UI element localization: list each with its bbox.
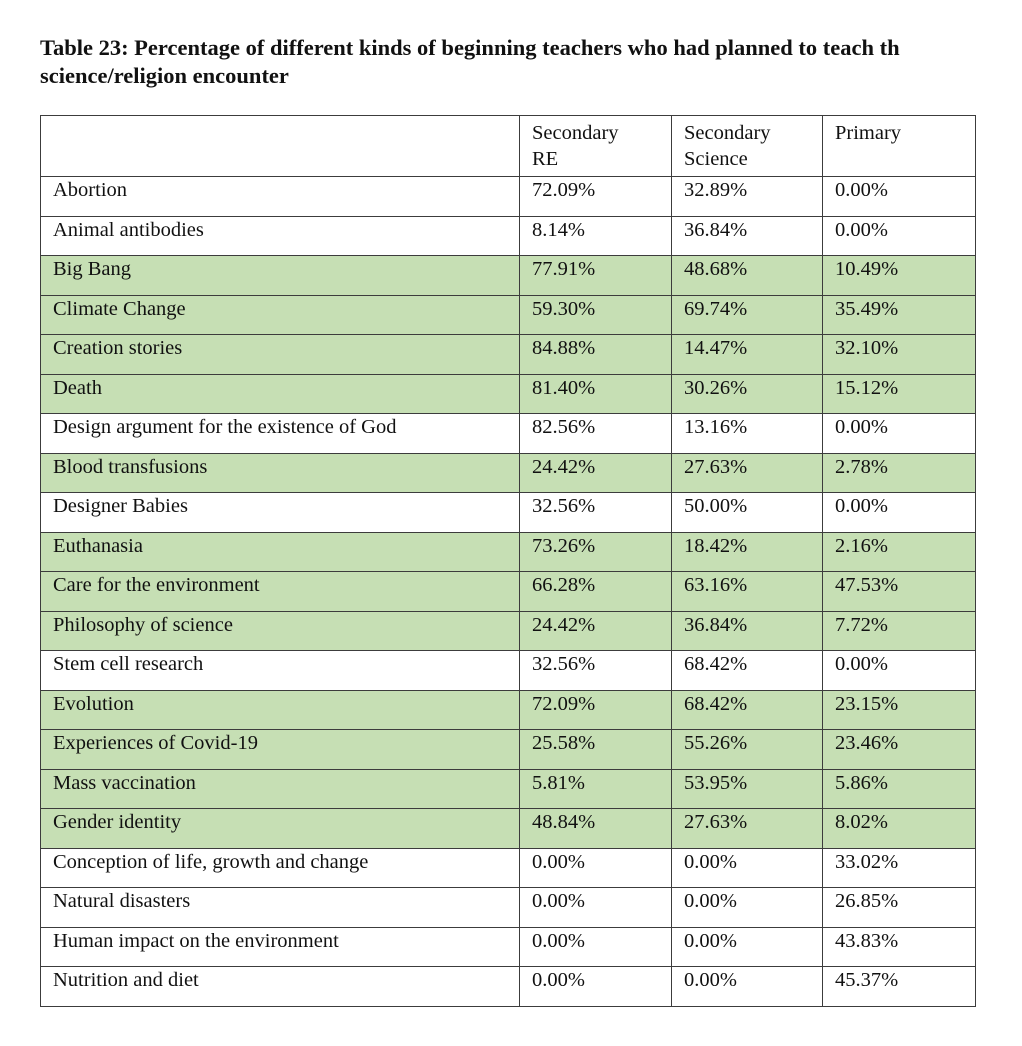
row-primary-cell: 26.85% xyxy=(823,888,976,928)
row-topic-cell: Human impact on the environment xyxy=(41,927,520,967)
row-topic-cell: Death xyxy=(41,374,520,414)
table-body xyxy=(41,177,976,1007)
row-primary-cell: 45.37% xyxy=(823,967,976,1007)
row-secondary-re-cell: 82.56% xyxy=(520,414,672,454)
table-row xyxy=(41,256,976,296)
row-secondary-science-cell: 0.00% xyxy=(672,927,823,967)
header-re-line-2: RE xyxy=(532,148,559,170)
row-topic-cell: Climate Change xyxy=(41,295,520,335)
row-secondary-re-cell: 73.26% xyxy=(520,532,672,572)
row-secondary-re-cell: 81.40% xyxy=(520,374,672,414)
row-topic-cell: Gender identity xyxy=(41,809,520,849)
row-secondary-science-cell: 27.63% xyxy=(672,809,823,849)
row-secondary-science-cell: 55.26% xyxy=(672,730,823,770)
header-re-line-1: Secondary xyxy=(532,122,619,144)
header-topic xyxy=(41,116,520,177)
row-topic-cell: Evolution xyxy=(41,690,520,730)
table-row xyxy=(41,177,976,217)
row-secondary-re-cell: 8.14% xyxy=(520,216,672,256)
header-secondary-re xyxy=(520,116,672,177)
table-row xyxy=(41,651,976,691)
row-primary-cell: 23.15% xyxy=(823,690,976,730)
row-topic-cell: Natural disasters xyxy=(41,888,520,928)
row-topic-cell: Designer Babies xyxy=(41,493,520,533)
row-secondary-re-cell: 48.84% xyxy=(520,809,672,849)
row-topic-cell: Stem cell research xyxy=(41,651,520,691)
table-row xyxy=(41,216,976,256)
table-row xyxy=(41,572,976,612)
table-row xyxy=(41,809,976,849)
row-topic-cell: Blood transfusions xyxy=(41,453,520,493)
row-primary-cell: 7.72% xyxy=(823,611,976,651)
row-secondary-science-cell: 53.95% xyxy=(672,769,823,809)
row-secondary-re-cell: 0.00% xyxy=(520,927,672,967)
row-topic-cell: Big Bang xyxy=(41,256,520,296)
row-secondary-re-cell: 24.42% xyxy=(520,611,672,651)
row-secondary-science-cell: 32.89% xyxy=(672,177,823,217)
table-row xyxy=(41,414,976,454)
table-row xyxy=(41,374,976,414)
row-secondary-re-cell: 0.00% xyxy=(520,888,672,928)
table-header xyxy=(41,116,976,177)
row-secondary-science-cell: 0.00% xyxy=(672,888,823,928)
row-secondary-re-cell: 72.09% xyxy=(520,177,672,217)
row-primary-cell: 0.00% xyxy=(823,493,976,533)
row-secondary-science-cell: 48.68% xyxy=(672,256,823,296)
table-row xyxy=(41,927,976,967)
header-pri-line-1: Primary xyxy=(835,122,902,144)
row-secondary-re-cell: 24.42% xyxy=(520,453,672,493)
row-primary-cell: 10.49% xyxy=(823,256,976,296)
row-secondary-science-cell: 36.84% xyxy=(672,611,823,651)
caption-line-1: Table 23: Percentage of different kinds of beginning teachers who had planned to teach th xyxy=(40,35,900,60)
row-primary-cell: 0.00% xyxy=(823,177,976,217)
row-primary-cell: 47.53% xyxy=(823,572,976,612)
row-secondary-science-cell: 68.42% xyxy=(672,690,823,730)
header-secondary-science xyxy=(672,116,823,177)
row-secondary-re-cell: 77.91% xyxy=(520,256,672,296)
row-primary-cell: 15.12% xyxy=(823,374,976,414)
caption-line-2: science/religion encounter xyxy=(40,63,289,88)
table-row xyxy=(41,453,976,493)
row-primary-cell: 32.10% xyxy=(823,335,976,375)
row-secondary-science-cell: 0.00% xyxy=(672,967,823,1007)
row-secondary-science-cell: 13.16% xyxy=(672,414,823,454)
header-sci-line-1: Secondary xyxy=(684,122,771,144)
table-row xyxy=(41,730,976,770)
row-secondary-science-cell: 69.74% xyxy=(672,295,823,335)
row-primary-cell: 33.02% xyxy=(823,848,976,888)
row-secondary-re-cell: 72.09% xyxy=(520,690,672,730)
row-topic-cell: Creation stories xyxy=(41,335,520,375)
table-caption xyxy=(40,34,1022,90)
table-row xyxy=(41,967,976,1007)
row-primary-cell: 0.00% xyxy=(823,651,976,691)
row-primary-cell: 23.46% xyxy=(823,730,976,770)
row-topic-cell: Mass vaccination xyxy=(41,769,520,809)
row-primary-cell: 8.02% xyxy=(823,809,976,849)
row-primary-cell: 2.78% xyxy=(823,453,976,493)
row-secondary-re-cell: 32.56% xyxy=(520,493,672,533)
header-row xyxy=(41,116,976,177)
row-secondary-science-cell: 68.42% xyxy=(672,651,823,691)
row-primary-cell: 35.49% xyxy=(823,295,976,335)
row-topic-cell: Design argument for the existence of God xyxy=(41,414,520,454)
row-secondary-re-cell: 32.56% xyxy=(520,651,672,691)
row-secondary-re-cell: 0.00% xyxy=(520,967,672,1007)
row-topic-cell: Nutrition and diet xyxy=(41,967,520,1007)
header-sci-line-2: Science xyxy=(684,148,748,170)
row-topic-cell: Care for the environment xyxy=(41,572,520,612)
row-secondary-science-cell: 14.47% xyxy=(672,335,823,375)
row-topic-cell: Experiences of Covid-19 xyxy=(41,730,520,770)
table-row xyxy=(41,769,976,809)
row-primary-cell: 2.16% xyxy=(823,532,976,572)
data-table xyxy=(40,115,976,1007)
row-topic-cell: Conception of life, growth and change xyxy=(41,848,520,888)
table-row xyxy=(41,493,976,533)
row-secondary-science-cell: 50.00% xyxy=(672,493,823,533)
table-row xyxy=(41,611,976,651)
row-topic-cell: Abortion xyxy=(41,177,520,217)
row-secondary-science-cell: 30.26% xyxy=(672,374,823,414)
row-secondary-science-cell: 0.00% xyxy=(672,848,823,888)
row-secondary-science-cell: 36.84% xyxy=(672,216,823,256)
row-secondary-re-cell: 66.28% xyxy=(520,572,672,612)
row-secondary-re-cell: 84.88% xyxy=(520,335,672,375)
table-row xyxy=(41,848,976,888)
header-primary xyxy=(823,116,976,177)
row-primary-cell: 43.83% xyxy=(823,927,976,967)
row-secondary-science-cell: 27.63% xyxy=(672,453,823,493)
row-secondary-science-cell: 63.16% xyxy=(672,572,823,612)
row-topic-cell: Animal antibodies xyxy=(41,216,520,256)
row-primary-cell: 0.00% xyxy=(823,216,976,256)
row-topic-cell: Euthanasia xyxy=(41,532,520,572)
table-row xyxy=(41,295,976,335)
row-primary-cell: 5.86% xyxy=(823,769,976,809)
row-secondary-re-cell: 5.81% xyxy=(520,769,672,809)
table-row xyxy=(41,532,976,572)
row-secondary-re-cell: 25.58% xyxy=(520,730,672,770)
table-row xyxy=(41,335,976,375)
table-row xyxy=(41,690,976,730)
row-secondary-re-cell: 0.00% xyxy=(520,848,672,888)
table-row xyxy=(41,888,976,928)
row-topic-cell: Philosophy of science xyxy=(41,611,520,651)
row-primary-cell: 0.00% xyxy=(823,414,976,454)
row-secondary-science-cell: 18.42% xyxy=(672,532,823,572)
row-secondary-re-cell: 59.30% xyxy=(520,295,672,335)
